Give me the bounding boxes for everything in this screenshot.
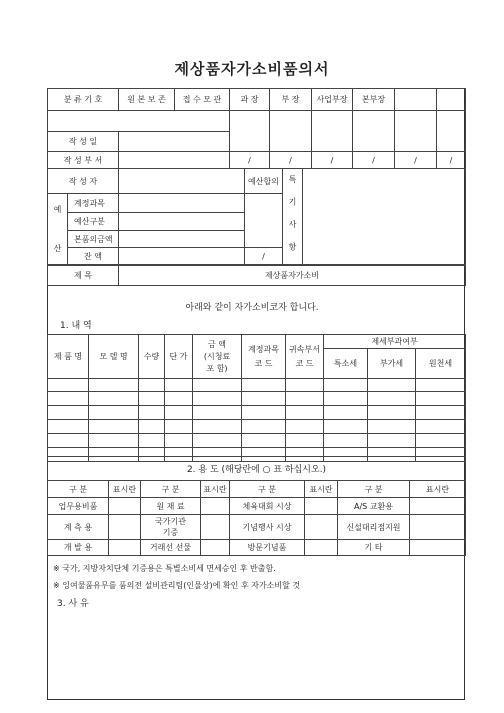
budget-type-field[interactable] — [119, 213, 245, 231]
written-dept-label: 작 성 부 서 — [48, 152, 119, 169]
header-blank-2 — [437, 89, 466, 111]
special-notes-label: 특 기 사 항 — [283, 169, 303, 265]
sign-box-1[interactable] — [230, 111, 270, 152]
usage-mark[interactable] — [201, 498, 230, 515]
usage-event-prize: 기념행사 시상 — [230, 515, 305, 540]
col-amount: 금 액 (시청료 포 함) — [193, 335, 242, 379]
balance-field[interactable] — [119, 248, 245, 265]
usage-table — [47, 456, 466, 556]
signature-area[interactable] — [48, 111, 230, 132]
usage-other: 기 타 — [338, 540, 410, 556]
budget-type-label: 예산구분 — [68, 213, 119, 231]
usage-office-equipment: 업무용비품 — [48, 498, 109, 515]
written-date-field[interactable] — [119, 132, 230, 152]
usage-measurement: 계 측 용 — [48, 515, 109, 540]
header-classification: 분 류 기 호 — [48, 89, 119, 111]
col-vat: 부가세 — [368, 349, 416, 379]
table-row — [48, 392, 466, 406]
usage-header-3: 구 분 — [141, 481, 201, 498]
usage-raw-material: 원 재 료 — [141, 498, 201, 515]
balance-slash: / — [245, 248, 283, 265]
usage-as-exchange: A/S 교환용 — [338, 498, 410, 515]
detail-table — [47, 334, 466, 462]
usage-mark[interactable] — [109, 498, 141, 515]
table-row — [48, 420, 466, 434]
usage-mark[interactable] — [410, 515, 466, 540]
usage-development: 개 발 용 — [48, 540, 109, 556]
note-2: ※ 잉여물품유무를 품의전 설비관리팀(인물상)에 확인 후 자가소비할 것 — [53, 581, 301, 590]
subject-value[interactable]: 제상품자가소비 — [119, 266, 466, 286]
usage-gov-donation: 국가기관 기증 — [141, 515, 201, 540]
table-row — [48, 434, 466, 448]
date-slash-1: / — [230, 152, 270, 169]
budget-table — [47, 168, 466, 265]
sign-box-3[interactable] — [312, 111, 353, 152]
budget-label: 예 산 — [48, 194, 68, 265]
usage-row — [48, 498, 466, 515]
budget-sign-field[interactable] — [245, 194, 283, 248]
section-2-title: 2. 용 도 (해당란에 ○ 표 하십시오.) — [48, 457, 466, 481]
usage-header-7: 구 분 — [338, 481, 410, 498]
written-date-label: 작 성 일 — [48, 132, 119, 152]
header-dept-head: 부 장 — [270, 89, 312, 111]
usage-header-8: 표시란 — [410, 481, 466, 498]
col-withholding: 원천세 — [416, 349, 466, 379]
col-qty: 수량 — [139, 335, 165, 379]
intro-text: 아래와 같이 자가소비코자 합니다. — [185, 303, 319, 313]
sign-box-5[interactable] — [395, 111, 437, 152]
col-model: 모 델 명 — [89, 335, 139, 379]
date-slash-6: / — [437, 152, 466, 169]
usage-mark[interactable] — [410, 540, 466, 556]
header-hq-head: 본부장 — [353, 89, 395, 111]
usage-sports-prize: 체육대회 시상 — [230, 498, 305, 515]
writer-field[interactable] — [119, 169, 245, 194]
col-product-name: 제 품 명 — [48, 335, 89, 379]
usage-visit-souvenir: 방문기념품 — [230, 540, 305, 556]
section-1-title: 1. 내 역 — [60, 321, 92, 331]
subject-label: 제 목 — [48, 266, 119, 286]
date-slash-4: / — [353, 152, 395, 169]
usage-mark[interactable] — [109, 540, 141, 556]
usage-client-gift: 거래선 선물 — [141, 540, 201, 556]
date-slash-3: / — [312, 152, 353, 169]
writer-label: 작 성 자 — [48, 169, 119, 194]
table-row — [48, 406, 466, 420]
header-blank-1 — [395, 89, 437, 111]
col-tax-group: 제세부과여부 — [324, 335, 466, 349]
usage-row — [48, 515, 466, 540]
page-title: 제상품자가소비품의서 — [174, 60, 330, 78]
original-amount-label: 본품의금액 — [68, 231, 119, 248]
sign-box-2[interactable] — [270, 111, 312, 152]
section-3-title: 3. 사 유 — [57, 599, 89, 609]
usage-mark[interactable] — [305, 515, 338, 540]
header-original: 원 본 보 존 — [119, 89, 175, 111]
sign-box-6[interactable] — [437, 111, 466, 152]
header-receipt: 접 수 모 관 — [175, 89, 230, 111]
subject-table — [47, 265, 466, 286]
col-dept-code: 귀속부서 코 드 — [286, 335, 324, 379]
approval-table — [47, 88, 466, 169]
budget-agreement-label: 예산합의 — [245, 169, 283, 194]
date-slash-2: / — [270, 152, 312, 169]
special-notes-field[interactable] — [303, 169, 466, 265]
date-slash-5: / — [395, 152, 437, 169]
sign-box-4[interactable] — [353, 111, 395, 152]
account-label: 계정과목 — [68, 194, 119, 213]
written-dept-field[interactable] — [119, 152, 230, 169]
usage-mark[interactable] — [201, 540, 230, 556]
usage-mark[interactable] — [305, 540, 338, 556]
account-field[interactable] — [119, 194, 245, 213]
header-section-chief: 과 장 — [230, 89, 270, 111]
original-amount-field[interactable] — [119, 231, 245, 248]
usage-mark[interactable] — [201, 515, 230, 540]
col-account-code: 계정과목 코 드 — [242, 335, 286, 379]
usage-mark[interactable] — [305, 498, 338, 515]
header-division-head: 사업부장 — [312, 89, 353, 111]
usage-header-1: 구 분 — [48, 481, 109, 498]
usage-header-6: 표시란 — [305, 481, 338, 498]
usage-header-4: 표시란 — [201, 481, 230, 498]
col-unit-price: 단 가 — [165, 335, 193, 379]
usage-row — [48, 540, 466, 556]
usage-header-5: 구 분 — [230, 481, 305, 498]
note-1: ※ 국가, 지방자치단체 기증용은 특별소비세 면세승인 후 반출함. — [53, 564, 276, 573]
usage-new-agency: 신설대리점지원 — [338, 515, 410, 540]
usage-mark[interactable] — [410, 498, 466, 515]
col-special-tax: 특소세 — [324, 349, 368, 379]
table-row — [48, 379, 466, 392]
usage-mark[interactable] — [109, 515, 141, 540]
balance-label: 잔 액 — [68, 248, 119, 265]
reason-field[interactable] — [48, 610, 464, 698]
usage-header-2: 표시란 — [109, 481, 141, 498]
